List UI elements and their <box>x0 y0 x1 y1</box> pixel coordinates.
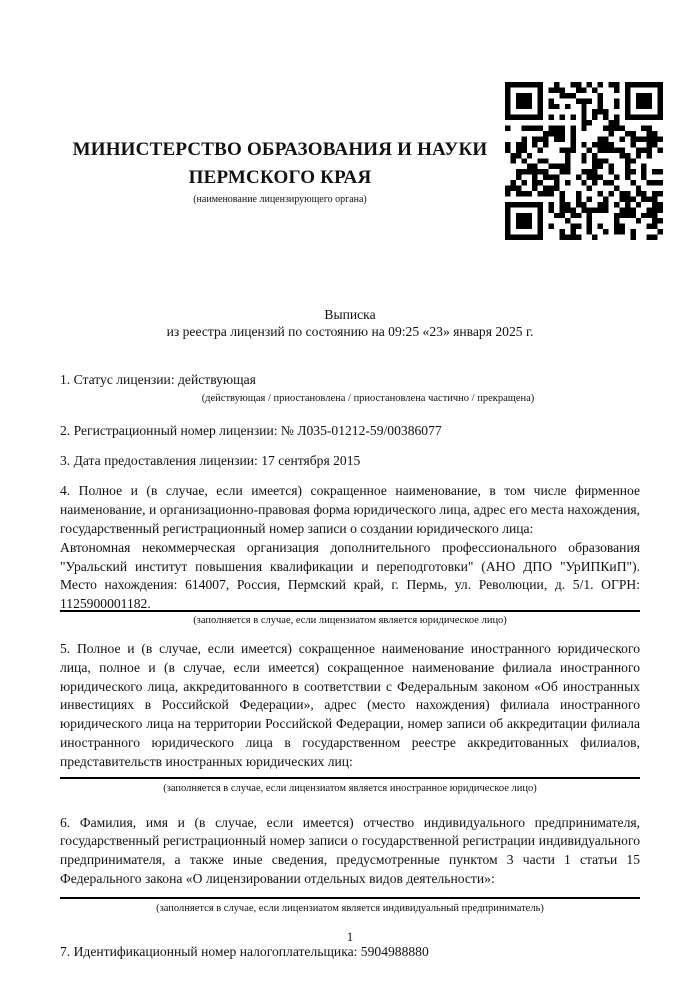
ministry-name-line2: ПЕРМСКОГО КРАЯ <box>188 167 372 188</box>
field-taxpayer-number: 7. Идентификационный номер налогоплательщика: 5904988880 <box>60 943 429 959</box>
form-line-foreign-entity <box>60 777 640 779</box>
field-legal-entity-caption: (заполняется в случае, если лицензиатом является юридическое лицо) <box>193 614 507 626</box>
page-number: 1 <box>346 930 354 944</box>
field-individual-entrepreneur-caption: (заполняется в случае, если лицензиатом является индивидуальный предприниматель) <box>156 902 544 914</box>
field-individual-entrepreneur-question: 6. Фамилия, имя и (в случае, если имеется) отчество индивидуального предпринимателя, государственный регистрационный номер записи о государственной регистрации индивидуального предпринимателя, а также иные сведения, предусмотренные пунктом 3 части 1 статьи 15 Федерального закона «О лицензировании отдельных видов деятельности»: <box>60 814 640 886</box>
field-legal-entity-answer: Автономная некоммерческая организация дополнительного профессионального образования "Уральский институт повышения квалификации и переподготовки" (АНО ДПО "УрИПКиП"). Место нахождения: 614007, Россия, Пермский край, г. Пермь, ул. Революции, д. 5/1. ОГРН: 1125900001182. <box>60 539 640 612</box>
ministry-name-line1: МИНИСТЕРСТВО ОБРАЗОВАНИЯ И НАУКИ <box>72 139 488 160</box>
document-body <box>60 306 640 962</box>
field-license-date: 3. Дата предоставления лицензии: 17 сентября 2015 <box>60 452 361 468</box>
document-title-line2: из реестра лицензий по состоянию на 09:25 «23» января 2025 г. <box>166 324 534 339</box>
form-line-individual-entrepreneur <box>60 897 640 899</box>
field-foreign-entity-caption: (заполняется в случае, если лицензиатом является иностранное юридическое лицо) <box>163 782 537 794</box>
field-license-status-caption: (действующая / приостановлена / приостановлена частично / прекращена) <box>201 392 535 404</box>
qr-code <box>505 82 663 240</box>
ministry-name-caption: (наименование лицензирующего органа) <box>193 194 367 205</box>
field-license-status: 1. Статус лицензии: действующая <box>60 372 256 387</box>
field-foreign-entity-question: 5. Полное и (в случае, если имеется) сокращенное наименование иностранного юридического лица, полное и (в случае, если имеется) сокращенное наименование филиала иностранного юридического лица, аккредитованного в соответствии с Федеральным законом «Об иностранных инвестициях в Российской Федерации», адрес (место нахождения) филиала иностранного юридического лица на территории Российской Федерации, номер записи об аккредитации филиала иностранного юридического лица в государственном реестре аккредитованных филиалов, представительств иностранных юридических лиц: <box>60 640 640 769</box>
licensing-authority-block <box>38 136 522 206</box>
document-title-line1: Выписка <box>324 307 376 322</box>
document-title <box>60 306 640 340</box>
field-registration-number: 2. Регистрационный номер лицензии: № Л035-01212-59/00386077 <box>60 422 442 438</box>
field-legal-entity-question: 4. Полное и (в случае, если имеется) сокращенное наименование, в том числе фирменное наименование, и организационно-правовая форма юридического лица, адрес его места нахождения, государственный регистрационный номер записи о создании юридического лица: <box>60 483 640 536</box>
